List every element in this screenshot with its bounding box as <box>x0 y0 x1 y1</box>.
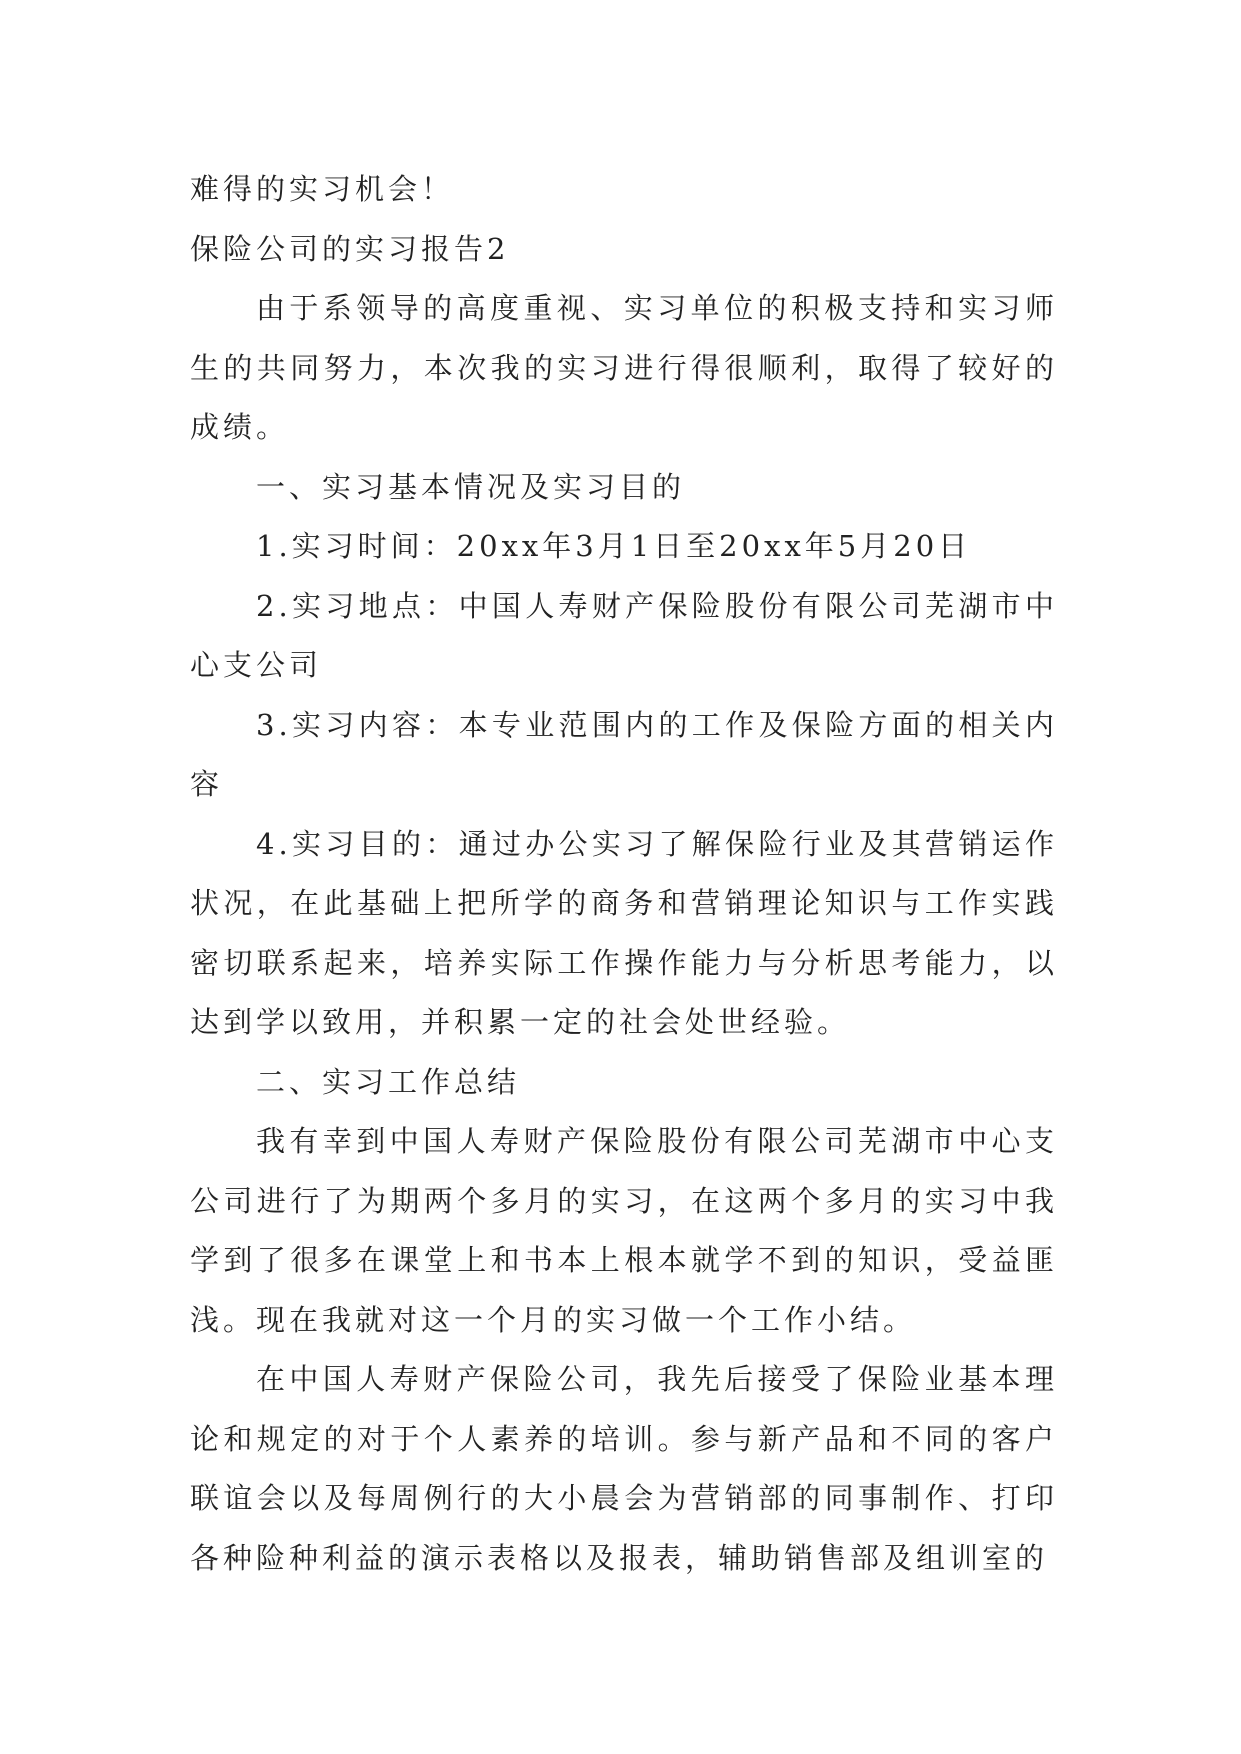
item-internship-location: 2.实习地点：中国人寿财产保险股份有限公司芜湖市中心支公司 <box>190 588 1058 682</box>
report-heading: 保险公司的实习报告2 <box>190 231 510 266</box>
section-heading-1: 一、实习基本情况及实习目的 <box>256 469 686 504</box>
paragraph-continuation: 难得的实习机会！ <box>190 172 455 206</box>
item-internship-purpose: 4.实习目的：通过办公实习了解保险行业及其营销运作状况，在此基础上把所学的商务和营销理论知识与工作实践密切联系起来，培养实际工作操作能力与分析思考能力，以达到学以致用，并积累一定的社会处世经验。 <box>190 826 1058 1039</box>
paragraph-training: 在中国人寿财产保险公司，我先后接受了保险业基本理论和规定的对于个人素养的培训。参与新产品和不同的客户联谊会以及每周例行的大小晨会为营销部的同事制作、打印各种险种利益的演示表格以及报表，辅助销售部及组训室的 <box>190 1362 1058 1575</box>
paragraph-intro: 由于系领导的高度重视、实习单位的积极支持和实习师生的共同努力，本次我的实习进行得很顺利，取得了较好的成绩。 <box>190 291 1058 444</box>
item-internship-content: 3.实习内容：本专业范围内的工作及保险方面的相关内容 <box>190 707 1058 801</box>
paragraph-summary: 我有幸到中国人寿财产保险股份有限公司芜湖市中心支公司进行了为期两个多月的实习，在这两个多月的实习中我学到了很多在课堂上和书本上根本就学不到的知识，受益匪浅。现在我就对这一个月的实习做一个工作小结。 <box>190 1124 1058 1337</box>
item-internship-time: 1.实习时间：20xx年3月1日至20xx年5月20日 <box>256 529 972 563</box>
document-body <box>190 160 1058 1588</box>
section-heading-2: 二、实习工作总结 <box>256 1064 521 1099</box>
